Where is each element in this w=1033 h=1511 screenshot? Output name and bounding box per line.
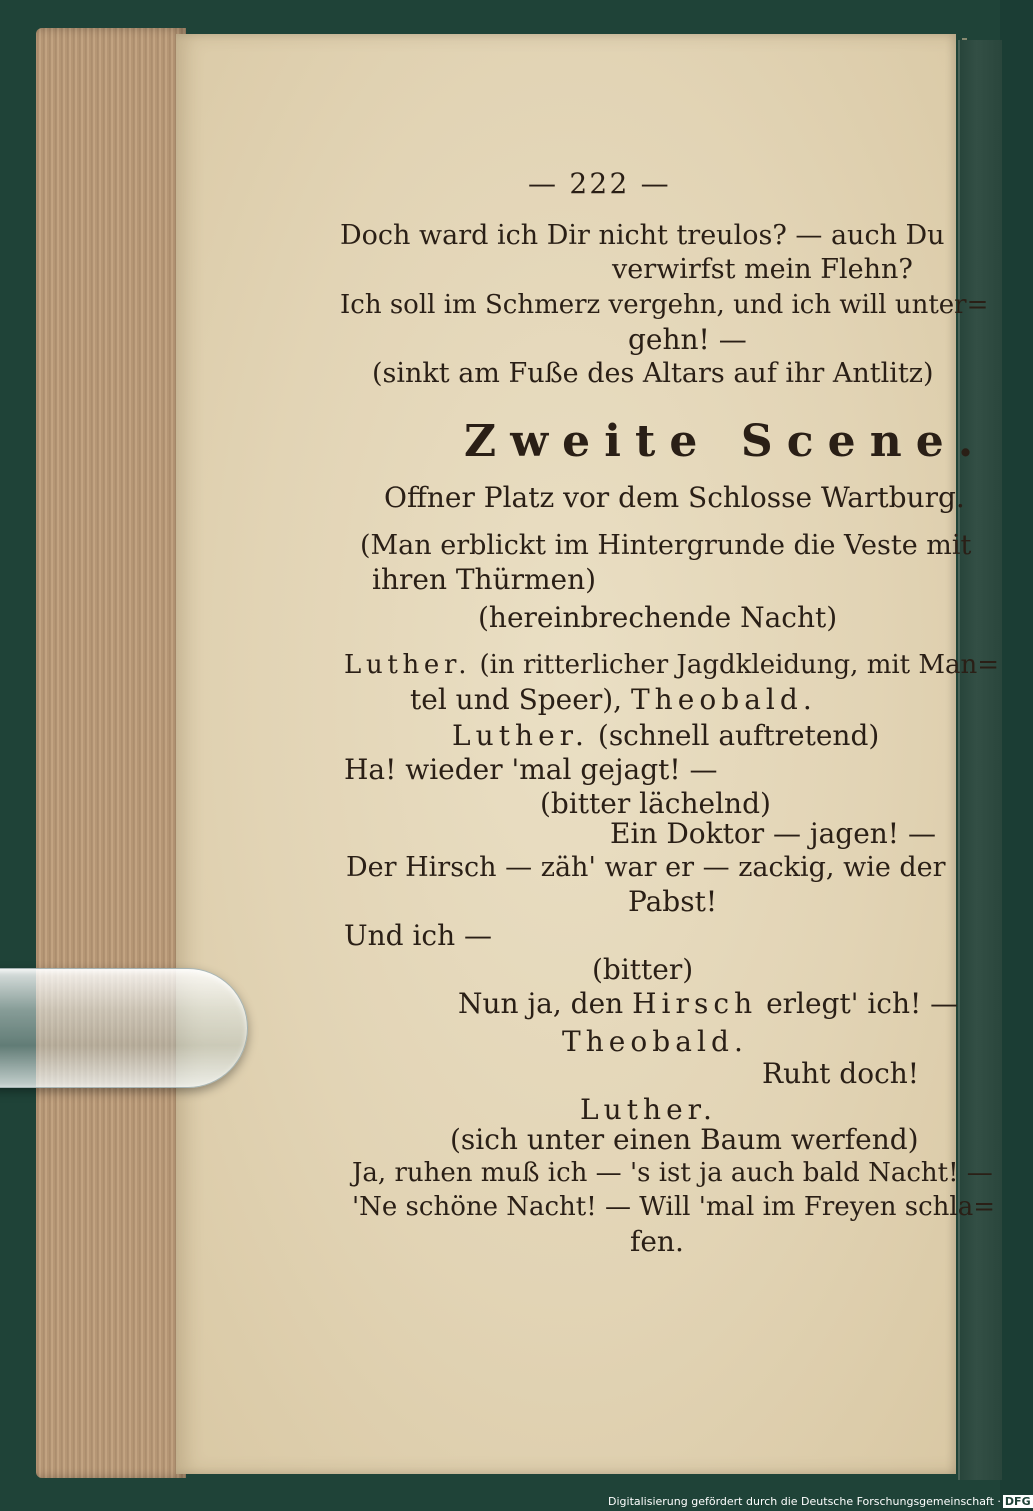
dfg-logo: DFG bbox=[1004, 1495, 1031, 1508]
text-line: Der Hirsch — zäh' war er — zackig, wie der bbox=[346, 852, 946, 883]
text-line: Ruht doch! bbox=[762, 1057, 920, 1090]
text-line: verwirfst mein Flehn? bbox=[612, 254, 913, 285]
emphasized-word: Hirsch bbox=[632, 987, 758, 1020]
book-fore-edge bbox=[36, 28, 186, 1478]
character-name: Luther. bbox=[452, 719, 589, 752]
stage-direction: (hereinbrechende Nacht) bbox=[478, 601, 838, 634]
facing-page-shadow bbox=[958, 40, 1002, 1480]
text-line: Ein Doktor — jagen! — bbox=[610, 817, 936, 850]
stage-direction: (bitter) bbox=[592, 953, 694, 986]
text-line: Ja, ruhen muß ich — 's ist ja auch bald Nacht! — bbox=[352, 1158, 993, 1188]
credit-text: Digitalisierung gefördert durch die Deutsche Forschungsgemeinschaft · bbox=[608, 1495, 1001, 1508]
text-line bbox=[458, 987, 959, 1020]
character-name: Theobald. bbox=[630, 683, 817, 716]
scene-setting: Offner Platz vor dem Schlosse Wartburg. bbox=[384, 481, 965, 514]
cast-line bbox=[344, 652, 999, 678]
stage-direction: (Man erblickt im Hintergrunde die Veste mit bbox=[360, 530, 972, 561]
text-line: Und ich — bbox=[344, 919, 493, 952]
cast-line bbox=[410, 683, 817, 716]
scene-title: Zweite Scene. bbox=[464, 416, 988, 467]
character-name: Luther. bbox=[344, 650, 472, 680]
text-line: fen. bbox=[630, 1225, 684, 1258]
stage-direction: (sinkt am Fuße des Altars auf ihr Antlitz) bbox=[372, 358, 934, 389]
text-line: Ha! wieder 'mal gejagt! — bbox=[344, 753, 718, 786]
speaker-line bbox=[452, 719, 880, 752]
page-number: — 222 — bbox=[528, 167, 671, 200]
stage-direction: (bitter lächelnd) bbox=[540, 787, 771, 820]
cast-description: (in ritterlicher Jagdkleidung, mit Man= bbox=[479, 650, 1000, 680]
text-line: Pabst! bbox=[628, 885, 718, 918]
text-line: gehn! — bbox=[628, 323, 747, 356]
character-name: Luther. bbox=[580, 1093, 717, 1126]
digitization-credit bbox=[608, 1495, 1033, 1508]
character-name: Theobald. bbox=[562, 1025, 748, 1058]
stage-direction: (sich unter einen Baum werfend) bbox=[450, 1123, 919, 1156]
glass-page-weight bbox=[0, 968, 248, 1088]
text-line: 'Ne schöne Nacht! — Will 'mal im Freyen schla= bbox=[352, 1192, 996, 1222]
text-line: Doch ward ich Dir nicht treulos? — auch Du bbox=[340, 220, 945, 251]
text-fragment: Nun ja, den bbox=[458, 987, 624, 1020]
stage-direction: (schnell auftretend) bbox=[597, 719, 880, 752]
text-line: Ich soll im Schmerz vergehn, und ich will unter= bbox=[340, 290, 989, 320]
cast-description: tel und Speer), bbox=[410, 683, 623, 716]
text-fragment: erlegt' ich! — bbox=[766, 987, 959, 1020]
stage-direction: ihren Thürmen) bbox=[372, 563, 597, 596]
